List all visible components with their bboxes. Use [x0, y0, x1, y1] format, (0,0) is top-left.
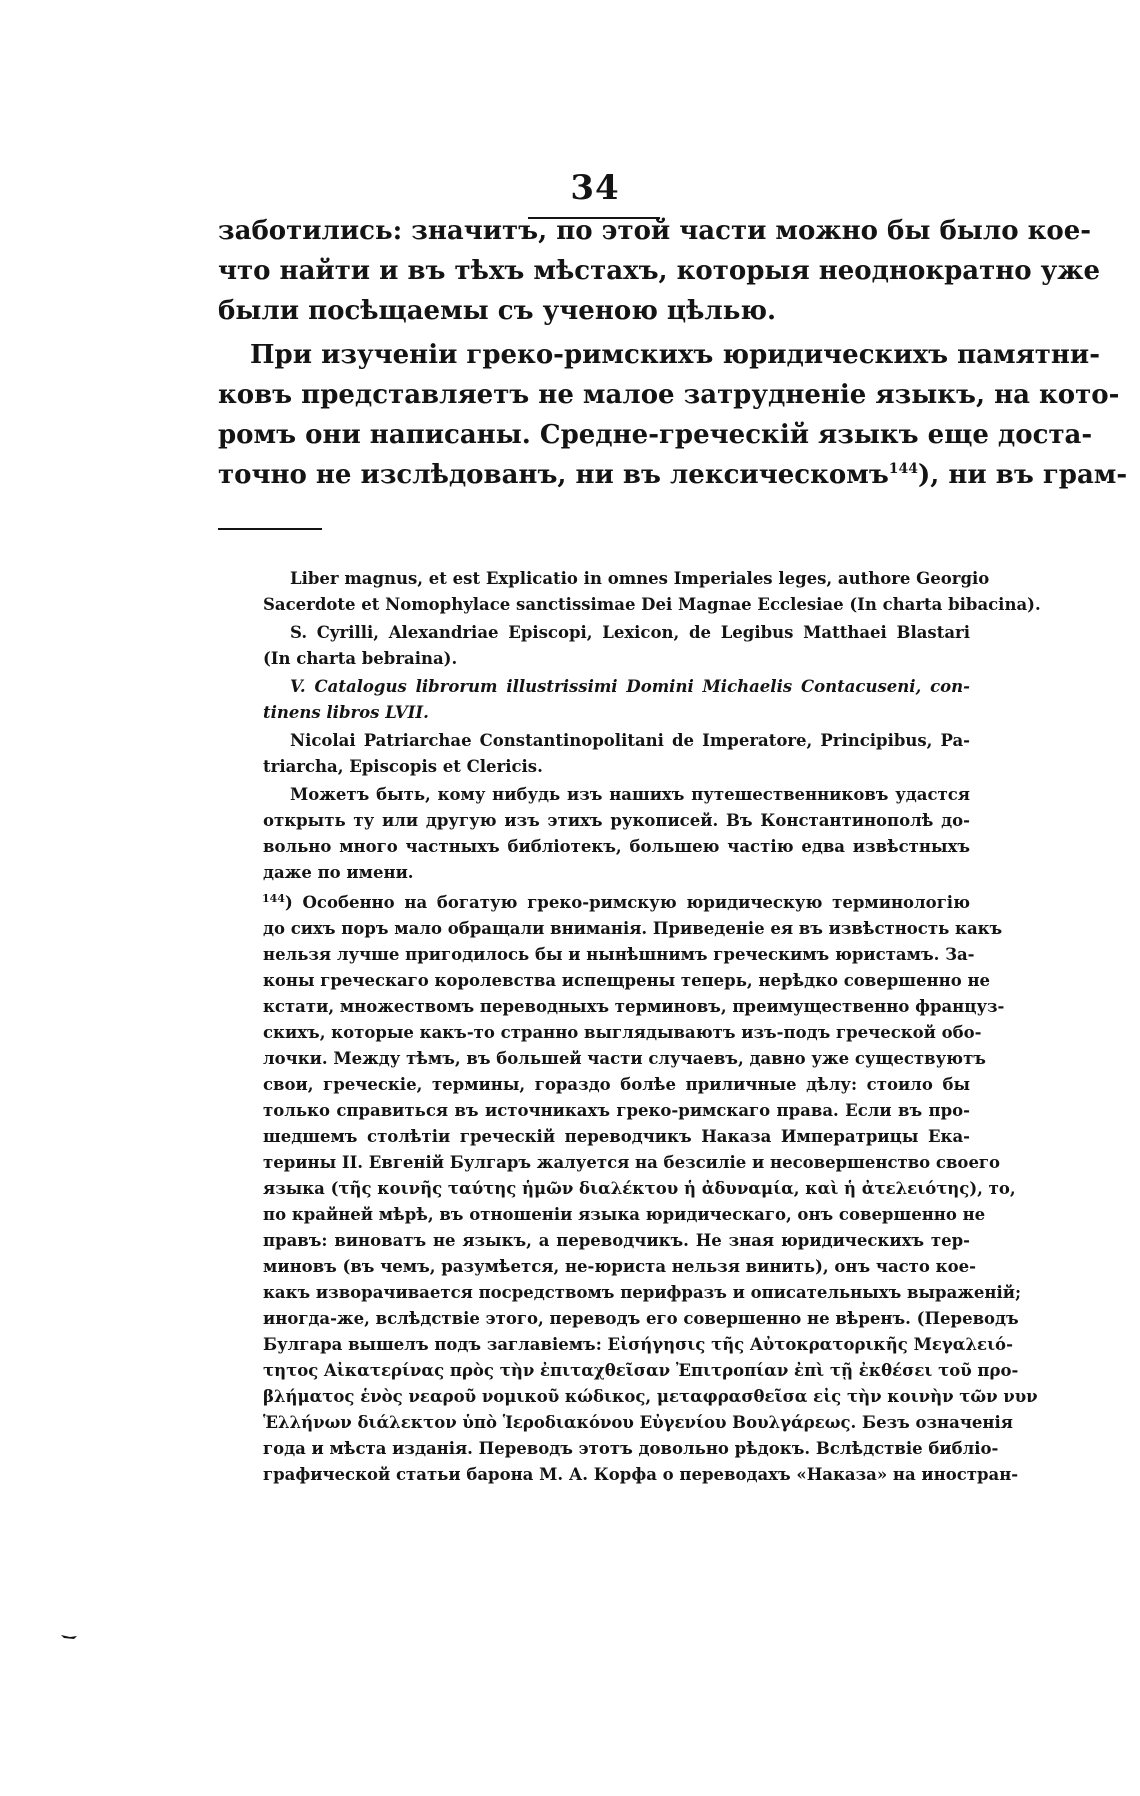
- footnote-line: только справиться въ источникахъ греко-римскаго права. Если въ про-: [263, 1101, 970, 1120]
- footnote-line: Булгара вышелъ подъ заглавіемъ: Εἰσήγησις τῆς Αὐτοκρατορικῆς Μεγαλειό-: [263, 1335, 1013, 1354]
- main-text-line: были посѣщаемы съ ученою цѣлью.: [218, 296, 777, 326]
- footnote-line: иногда-же, вслѣдствіе этого, переводъ его совершенно не вѣренъ. (Переводъ: [263, 1309, 1019, 1328]
- main-text-line: [218, 456, 1128, 494]
- footnote-line: коны греческаго королевства испещрены теперь, нерѣдко совершенно не: [263, 971, 991, 990]
- footnote-line: S. Cyrilli, Alexandriae Episcopi, Lexicon, de Legibus Matthaei Blastari: [290, 623, 970, 642]
- footnote-line: по крайней мѣрѣ, въ отношеніи языка юридическаго, онъ совершенно не: [263, 1205, 986, 1224]
- main-text-line: ковъ представляетъ не малое затрудненіе языкъ, на кото-: [218, 380, 1120, 410]
- footnote-line: скихъ, которые какъ-то странно выглядываютъ изъ-подъ греческой обо-: [263, 1023, 982, 1042]
- footnote-line: [262, 890, 970, 916]
- main-text-line: что найти и въ тѣхъ мѣстахъ, которыя неоднократно уже: [218, 256, 1101, 286]
- footnote-line: triarcha, Episcopis et Clericis.: [263, 757, 543, 776]
- footnote-line: языка (τῆς κοινῆς ταύτης ἡμῶν διαλέκτου ἡ ἀδυναμία, καὶ ἡ ἀτελειότης), то,: [263, 1179, 1016, 1198]
- footnote-line: τητος Αἰκατερίνας πρὸς τὴν ἐπιταχθεῖσαν Ἐπιτροπίαν ἐπὶ τῇ ἐκθέσει τοῦ προ-: [263, 1361, 1019, 1380]
- footnote-line: правъ: виноватъ не языкъ, а переводчикъ. Не зная юридическихъ тер-: [263, 1231, 970, 1250]
- footnote-line: лочки. Между тѣмъ, въ большей части случаевъ, давно уже существуютъ: [263, 1049, 986, 1068]
- footnote-line: tinens libros LVII.: [263, 703, 429, 722]
- footnote-line: миновъ (въ чемъ, разумѣется, не-юриста нельзя винить), онъ часто кое-: [263, 1257, 976, 1276]
- main-text-line: заботились: значитъ, по этой части можно бы было кое-: [218, 216, 1092, 246]
- footnote-line: вольно много частныхъ библіотекъ, большею частію едва извѣстныхъ: [263, 837, 970, 856]
- main-text-line: При изученіи греко-римскихъ юридическихъ памятни-: [250, 340, 1100, 370]
- footnote-line: свои, греческіе, термины, гораздо болѣе приличные дѣлу: стоило бы: [263, 1075, 970, 1094]
- page-number: 34: [570, 168, 620, 208]
- footnote-line: какъ изворачивается посредствомъ перифразъ и описательныхъ выраженій;: [263, 1283, 1022, 1302]
- footnote-line: шедшемъ столѣтіи греческій переводчикъ Наказа Императрицы Ека-: [263, 1127, 970, 1146]
- footnote-line: нельзя лучше пригодилось бы и нынѣшнимъ греческимъ юристамъ. За-: [263, 945, 975, 964]
- footnote-line: βλήματος ἑνὸς νεαροῦ νομικοῦ κώδικος, μεταφρασθεῖσα εἰς τὴν κοινὴν τῶν νυν: [263, 1387, 1038, 1406]
- main-text-segment: ), ни въ грам-: [918, 460, 1128, 490]
- margin-ink-mark-shape: [60, 1632, 78, 1642]
- footnote-line: открыть ту или другую изъ этихъ рукописей. Въ Константинополѣ до-: [263, 811, 970, 830]
- footnote-line: V. Catalogus librorum illustrissimi Domini Michaelis Contacuseni, con-: [290, 677, 970, 696]
- footnote-line: Nicolai Patriarchae Constantinopolitani de Imperatore, Principibus, Pa-: [290, 731, 970, 750]
- footnote-line: графической статьи барона М. А. Корфа о переводахъ «Наказа» на иностран-: [263, 1465, 1019, 1484]
- footnote-line: даже по имени.: [263, 863, 414, 882]
- footnote-number: 144: [262, 892, 285, 905]
- footnote-reference: 144: [888, 461, 918, 477]
- footnote-line: года и мѣста изданія. Переводъ этотъ довольно рѣдокъ. Вслѣдствіе библіо-: [263, 1439, 999, 1458]
- footnote-rule: [218, 528, 322, 530]
- footnote-line: Можетъ быть, кому нибудь изъ нашихъ путешественниковъ удастся: [290, 785, 970, 804]
- footnote-line: Sacerdote et Nomophylace sanctissimae Dei Magnae Ecclesiae (In charta bibacina).: [263, 595, 1041, 614]
- main-text-segment: точно не изслѣдованъ, ни въ лексическомъ: [218, 460, 889, 490]
- footnote-line: Ἑλλήνων διάλεκτον ὑπὸ Ἱεροδιακόνου Εὐγενίου Βουλγάρεως. Безъ означенія: [263, 1413, 1013, 1432]
- footnote-text: ) Особенно на богатую греко-римскую юридическую терминологію: [284, 893, 970, 912]
- main-text-line: ромъ они написаны. Средне-греческій языкъ еще доста-: [218, 420, 1093, 450]
- footnote-line: терины II. Евгеній Булгаръ жалуется на безсиліе и несовершенство своего: [263, 1153, 1001, 1172]
- footnote-line: (In charta bebraina).: [263, 649, 458, 668]
- footnote-line: до сихъ поръ мало обращали вниманія. Приведеніе ея въ извѣстность какъ: [263, 919, 1003, 938]
- footnote-line: Liber magnus, et est Explicatio in omnes Imperiales leges, authore Georgio: [290, 569, 990, 588]
- margin-ink-mark: [60, 1632, 78, 1642]
- footnote-line: кстати, множествомъ переводныхъ терминовъ, преимущественно француз-: [263, 997, 1005, 1016]
